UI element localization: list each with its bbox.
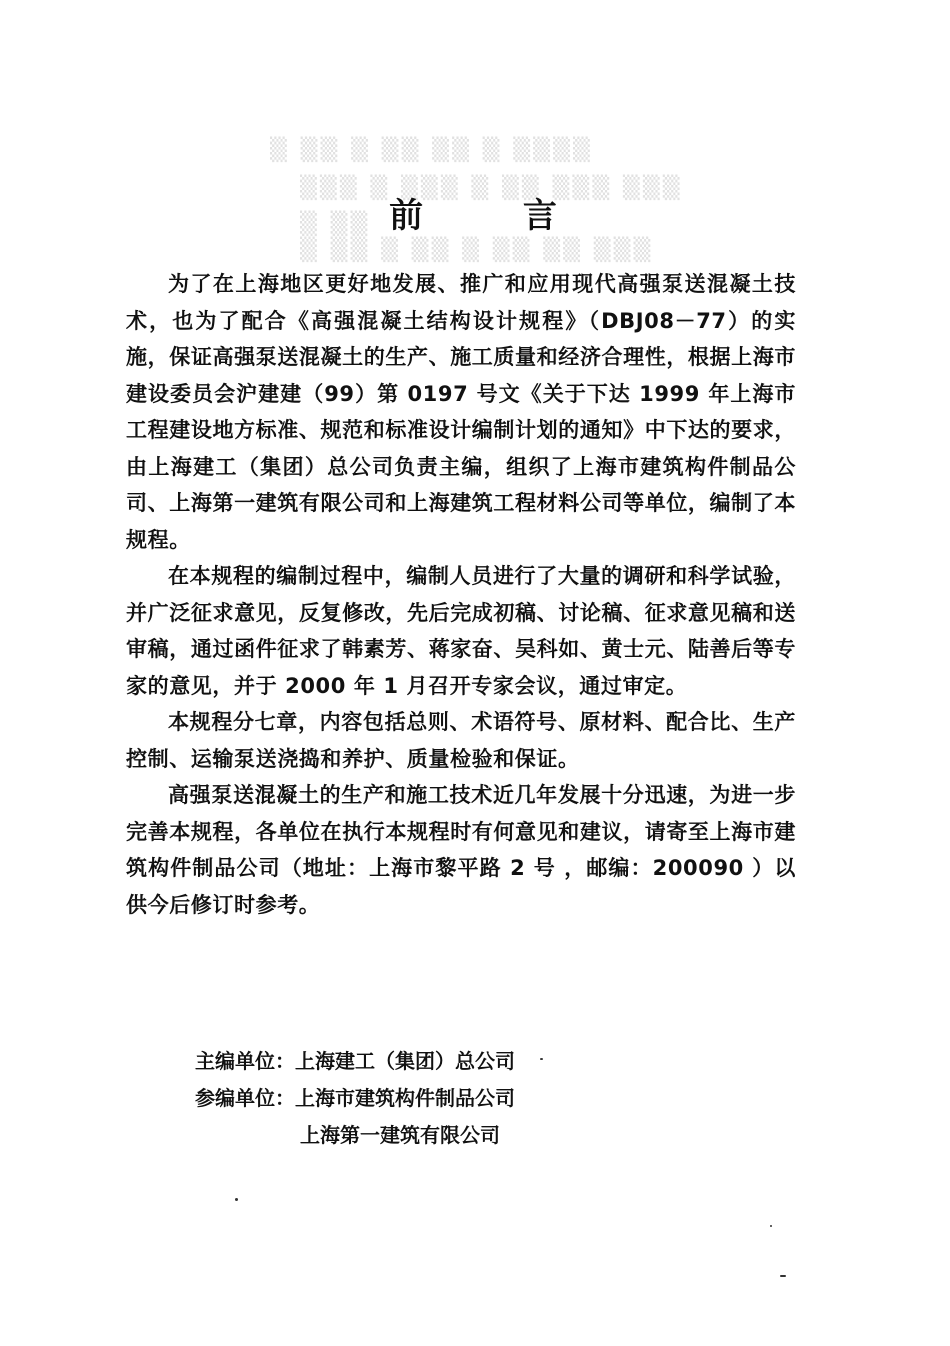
scan-speck [780,1275,786,1277]
participant-label: 参编单位： [195,1086,295,1110]
scan-speck [235,1198,238,1201]
chief-editor-row [195,1043,515,1080]
participant-value: 上海市建筑构件制品公司 [295,1086,515,1110]
page-title: 前 言 [389,196,601,236]
participant-value: 上海第一建筑有限公司 [300,1123,500,1147]
scan-speck [770,1225,772,1227]
paragraph: 本规程分七章，内容包括总则、术语符号、原材料、配合比、生产控制、运输泵送浇捣和养护、质量检验和保证。 [126,710,796,771]
scan-speck [540,1058,543,1060]
participant-row [195,1080,515,1117]
preface-body [126,266,796,923]
chief-editor-value: 上海建工（集团）总公司 [295,1049,515,1073]
bleed-through-text: ▒▒▒ ▒ ▒▒▒ ▒ ▒▒ ▒▒▒ ▒▒▒ [300,176,683,201]
credits-block [195,1043,515,1154]
bleed-through-text: ▒ ▒▒ ▒ ▒▒ ▒▒ ▒ ▒▒▒▒ [270,138,593,163]
bleed-through-text: ▒ ▒▒ [300,212,371,237]
bleed-through-text: ▒ ▒▒ ▒ ▒▒ ▒ ▒▒ ▒▒ ▒▒▒ [300,238,654,263]
participant-row [195,1117,515,1154]
paragraph: 在本规程的编制过程中，编制人员进行了大量的调研和科学试验，并广泛征求意见，反复修改，先后完成初稿、讨论稿、征求意见稿和送审稿，通过函件征求了韩素芳、蒋家奋、吴科如、黄士元、陆善后等专家的意见，并于 2000 年 1 月召开专家会议，通过审定。 [126,564,796,698]
paragraph: 高强泵送混凝土的生产和施工技术近几年发展十分迅速，为进一步完善本规程，各单位在执行本规程时有何意见和建议，请寄至上海市建筑构件制品公司（地址：上海市黎平路 2 号 ，邮编：200090 ）以供今后修订时参考。 [126,783,796,917]
paragraph: 为了在上海地区更好地发展、推广和应用现代高强泵送混凝土技术，也为了配合《高强混凝土结构设计规程》（DBJ08－77）的实施，保证高强泵送混凝土的生产、施工质量和经济合理性，根据上海市建设委员会沪建建（99）第 0197 号文《关于下达 1999 年上海市工程建设地方标准、规范和标准设计编制计划的通知》中下达的要求，由上海建工（集团）总公司负责主编，组织了上海市建筑构件制品公司、上海第一建筑有限公司和上海建筑工程材料公司等单位，编制了本规程。 [126,272,796,552]
chief-editor-label: 主编单位： [195,1049,295,1073]
